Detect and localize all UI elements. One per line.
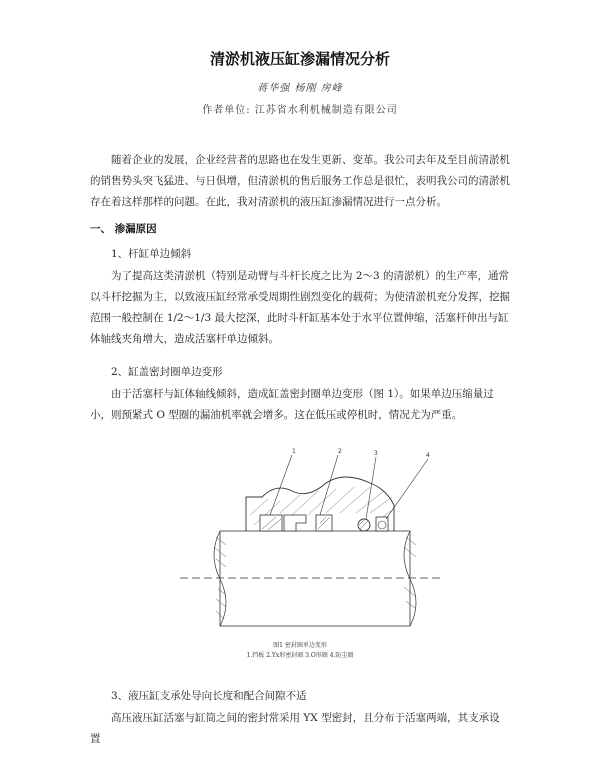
figure-caption-legend: 1.挡板 2.Yx形密封圈 3.O形圈 4.防尘圈 [246,652,354,659]
seal-diagram [180,445,440,665]
part-label-1: 1 [292,448,296,455]
subsection-heading-1: 1、杆缸单边倾斜 [111,248,192,260]
leader-1 [270,455,292,515]
leader-2 [320,455,338,515]
part-label-2: 2 [338,448,342,455]
author-list: 蒋华强 杨刚 房峰 [257,83,343,94]
piston-rod [220,531,410,626]
subsection-body-1: 为了提高这类清淤机（特别是动臂与斗杆长度之比为 2～3 的清淤机）的生产率，通常以斗杆挖掘为主，以致液压缸经常承受周期性剧烈变化的载荷；为使清淤机充分发挥，挖掘范围一般控制在 1/2～1/3 最大挖深，此时斗杆缸基本处于水平位置伸缩，活塞杆伸出与缸体轴线夹角增大，造成活塞杆单边倾斜。 [90,270,510,345]
intro-paragraph: 随着企业的发展，企业经营者的思路也在发生更新、变革。我公司去年及至目前清淤机的销售势头突飞猛进、与日俱增，但清淤机的售后服务工作总是很忙，表明我公司的清淤机存在着这样那样的问题。在此，我对清淤机的液压缸渗漏情况进行一点分析。 [90,154,510,208]
figure-caption-title: 图1 密封圈单边变形 [273,642,327,649]
part-label-3: 3 [374,450,378,457]
subsection-body-2: 由于活塞杆与缸体轴线倾斜，造成缸盖密封圈单边变形（图 1）。如果单边压缩量过小，则预紧式 O 型圈的漏油机率就会增多。这在低压或停机时，情况尤为严重。 [90,388,494,421]
seal-part-1 [260,515,282,531]
subsection-heading-3: 3、液压缸支承处导向长度和配合间隙不适 [111,690,307,702]
subsection-heading-2: 2、缸盖密封圈单边变形 [111,366,223,378]
seal-part-2 [284,515,306,531]
subsection-body-3: 高压液压缸活塞与缸筒之间的密封常采用 YX 型密封，且分布于活塞两端，其支承设置 [90,712,500,745]
leader-4 [386,459,428,519]
section-heading-causes: 一、 渗漏原因 [90,223,157,235]
figure-seal-deformation [180,445,440,665]
paper-title: 清淤机液压缸渗漏情况分析 [209,50,390,68]
part-label-4: 4 [426,452,430,459]
author-affiliation: 作者单位: 江苏省水利机械制造有限公司 [202,105,398,116]
